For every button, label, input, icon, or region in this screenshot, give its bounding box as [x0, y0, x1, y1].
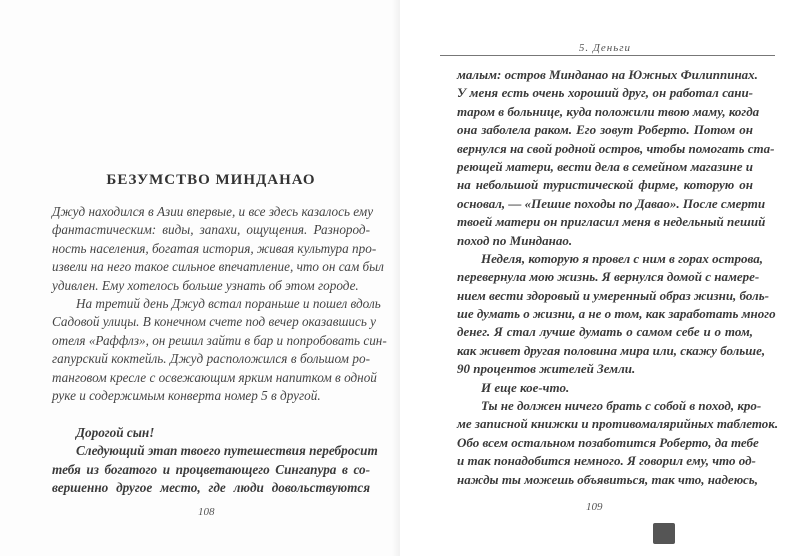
- text-line: руке и содержимым конверта номер 5 в другой.: [52, 387, 321, 403]
- text-line: на небольшой туристической фирме, которую он: [457, 177, 753, 193]
- text-line: вернулся на свой родной остров, чтобы помогать ста-: [457, 140, 775, 156]
- text-line: нажды ты можешь объявиться, так что, надеюсь,: [457, 471, 758, 487]
- text-line: ность населения, богатая история, живая культура про-: [52, 240, 377, 256]
- text-line: отеля «Раффлз», он решил зайти в бар и попробовать син-: [52, 332, 387, 348]
- right-body-text: [457, 66, 779, 489]
- letter-text: [52, 424, 378, 498]
- text-line: ме записной книжки и противомалярийных таблеток.: [457, 416, 779, 432]
- text-line: И еще кое-что.: [481, 379, 570, 395]
- text-line: как живет другая половина мира или, скажу больше,: [457, 342, 766, 358]
- text-line: Джуд находился в Азии впервые, и все здесь казалось ему: [52, 204, 374, 219]
- page-number-left: 108: [198, 506, 215, 518]
- text-line: таром в больнице, куда положили твою маму, когда: [457, 103, 760, 119]
- text-line: перевернула мою жизнь. Я вернулся домой с намере-: [457, 269, 760, 285]
- text-line: реющей матери, вести дела в семейном магазине и: [457, 158, 753, 174]
- text-line: извели на него такое сильное впечатление, что он сам был: [52, 259, 384, 275]
- chapter-title: БЕЗУМСТВО МИНДАНАО: [106, 172, 316, 188]
- text-line: Садовой улицы. В конечном счете под вечер оказавшись у: [52, 314, 376, 330]
- text-line: тебя из богатого и процветающего Сингапура в со-: [52, 461, 370, 477]
- text-line: Ты не должен ничего брать с собой в поход, кро-: [481, 398, 762, 414]
- running-head: 5. Деньги: [578, 42, 632, 54]
- text-line: ше думать о жизни, а не о том, как заработать много: [457, 306, 776, 322]
- text-line: поход по Минданао.: [457, 232, 573, 248]
- header-rule: [440, 55, 775, 56]
- text-line: танговом кресле с освежающим ярким напитком в одной: [52, 369, 377, 385]
- text-line: вершенно другое место, где люди довольствуются: [52, 480, 370, 496]
- text-line: твоей матери он пригласил меня в недельный пеший: [457, 214, 766, 230]
- text-line: основал, — «Пешие походы по Давао». После смерти: [457, 195, 766, 211]
- text-line: и так понадобится немного. Я говорил ему, что од-: [457, 453, 756, 469]
- right-page: [400, 0, 800, 556]
- publisher-logo-icon: [653, 523, 675, 544]
- text-line: малым: остров Минданао на Южных Филиппинах.: [457, 67, 758, 82]
- page-number-right: 109: [586, 501, 603, 513]
- text-line: Дорогой сын!: [76, 425, 155, 440]
- text-line: она заболела раком. Его зовут Роберто. Потом он: [457, 122, 753, 138]
- text-line: удивлен. Ему хотелось больше узнать об этом городе.: [52, 277, 359, 293]
- text-line: Неделя, которую я провел с ним в горах острова,: [481, 250, 763, 266]
- text-line: денег. Я стал лучше думать о самом себе и о том,: [457, 324, 753, 340]
- text-line: Следующий этап твоего путешествия перебросит: [76, 443, 378, 459]
- text-line: нием вести здоровый и умеренный образ жизни, боль-: [457, 287, 769, 303]
- text-line: 90 процентов жителей Земли.: [457, 361, 636, 377]
- text-line: У меня есть очень хороший друг, он работал сани-: [457, 85, 753, 101]
- left-body-text: [52, 203, 387, 405]
- text-line: Обо всем остальном позаботится Роберто, да тебе: [457, 434, 759, 450]
- text-line: гапурский коктейль. Джуд расположился в большом ро-: [52, 351, 370, 367]
- text-line: фантастическим: виды, запахи, ощущения. Разнород-: [52, 222, 370, 238]
- text-line: На третий день Джуд встал пораньше и пошел вдоль: [76, 295, 381, 311]
